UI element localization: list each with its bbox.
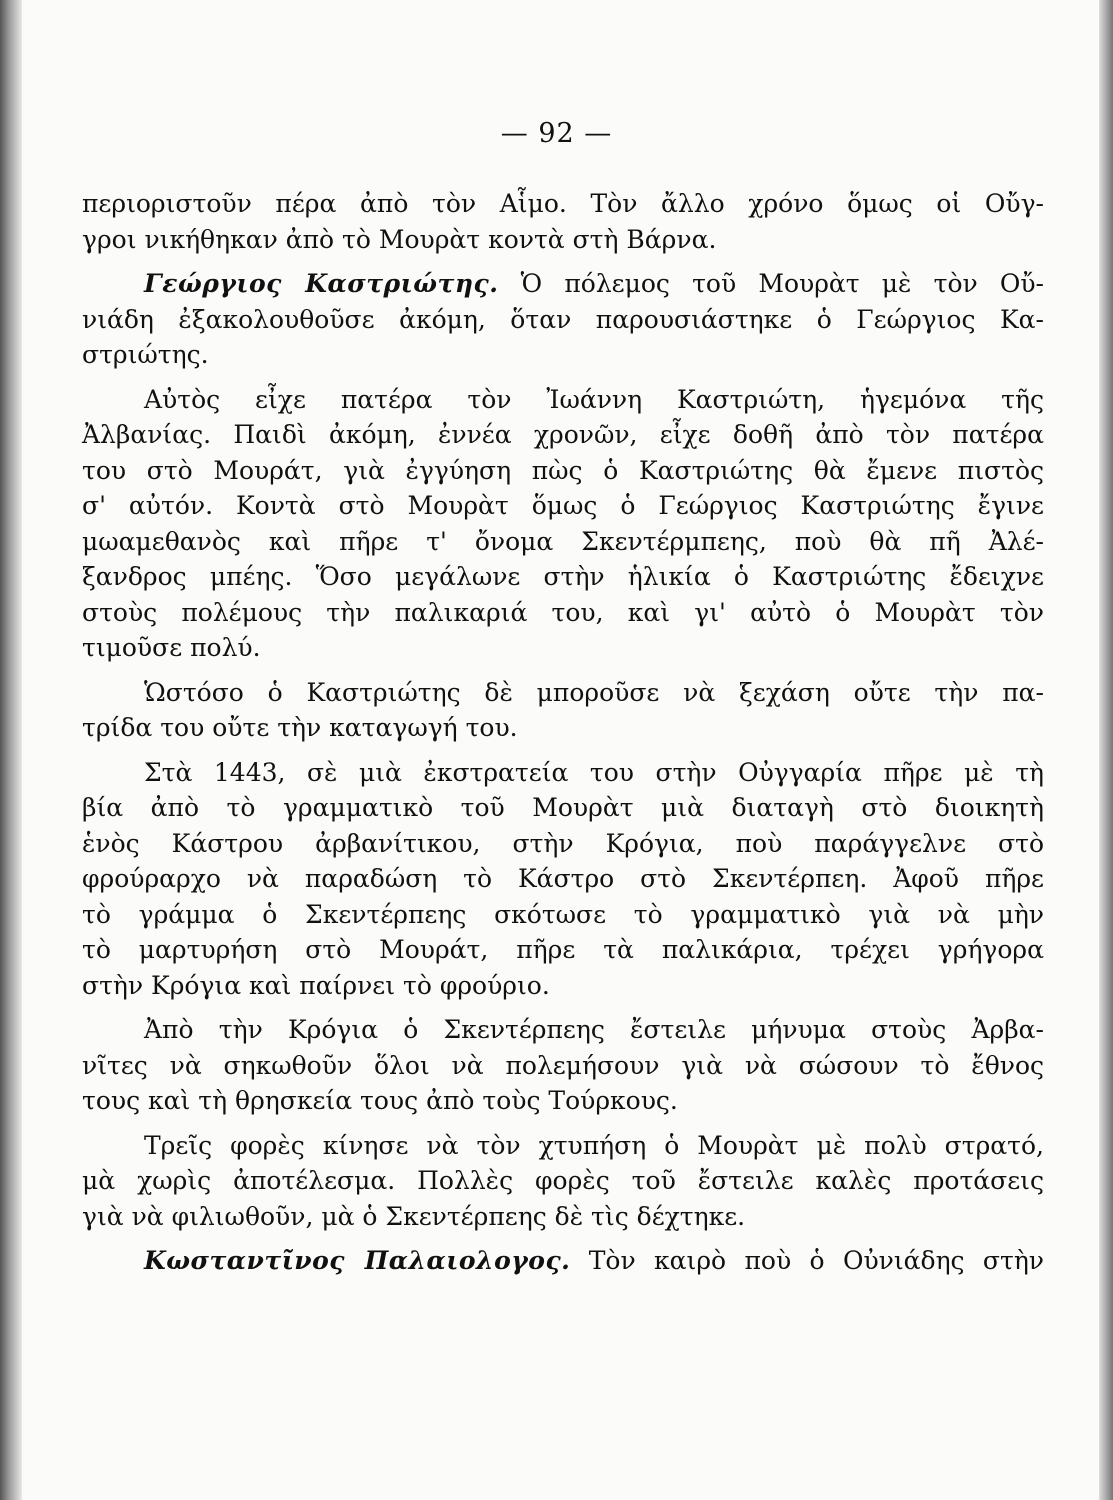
text-line: του στὸ Μουράτ, γιὰ ἐγγύηση πὼς ὁ Καστριώτης θὰ ἔμενε πιστὸς — [82, 455, 1044, 485]
text-line: Ἀλβανίας. Παιδὶ ἀκόμη, ἐννέα χρονῶν, εἶχε δοθῆ ἀπὸ τὸν πατέρα — [82, 420, 1044, 449]
page-number: — 92 — — [500, 118, 613, 149]
text-line: τρίδα του οὔτε τὴν καταγωγή του. — [82, 713, 518, 742]
section-heading-georgios-kastriotis: Γεώργιος Καστριώτης. — [144, 269, 499, 298]
text-line: γιὰ νὰ φιλιωθοῦν, μὰ ὁ Σκεντέρπεης δὲ τὶς δέχτηκε. — [82, 1201, 746, 1231]
body-text — [82, 186, 1044, 1288]
text-line: σ' αὐτόν. Κοντὰ στὸ Μουρὰτ ὅμως ὁ Γεώργιος Καστριώτης ἔγινε — [82, 491, 1044, 520]
paragraph-6 — [82, 1012, 1044, 1119]
text-line: ξανδρος μπέης. Ὅσο μεγάλωνε στὴν ἡλικία ὁ Καστριώτης ἔδειχνε — [82, 562, 1044, 591]
text-line: βία ἀπὸ τὸ γραμματικὸ τοῦ Μουρὰτ μιὰ διαταγὴ στὸ διοικητὴ — [82, 793, 1044, 822]
text-line: τὸ μαρτυρήση στὸ Μουράτ, πῆρε τὰ παλικάρια, τρέχει γρήγορα — [82, 935, 1044, 964]
text-line: νῖτες νὰ σηκωθοῦν ὅλοι νὰ πολεμήσουν γιὰ νὰ σώσουν τὸ ἔθνος — [82, 1050, 1044, 1080]
text-line: στριώτης. — [82, 340, 209, 369]
text-line: Ἀπὸ τὴν Κρόγια ὁ Σκεντέρπεης ἔστειλε μήνυμα στοὺς Ἀρβα- — [144, 1015, 1044, 1044]
text-line: περιοριστοῦν πέρα ἀπὸ τὸν Αἷμο. Τὸν ἄλλο χρόνο ὅμως οἱ Οὔγ- — [82, 189, 1044, 218]
paragraph-4 — [82, 675, 1044, 746]
text-line: στὴν Κρόγια καὶ παίρνει τὸ φρούριο. — [82, 970, 550, 1000]
section-heading-konstantinos-palaiologos: Κωσταντῖνος Παλαιολογος. — [144, 1246, 571, 1275]
text-line: Ὡστόσο ὁ Καστριώτης δὲ μποροῦσε νὰ ξεχάση οὔτε τὴν πα- — [144, 677, 1044, 707]
text-line: στοὺς πολέμους τὴν παλικαριά του, καὶ γι' αὐτὸ ὁ Μουρὰτ τὸν — [82, 597, 1044, 627]
paragraph-konstantinos — [82, 1243, 1044, 1279]
text-line: τὸ γράμμα ὁ Σκεντέρπεης σκότωσε τὸ γραμματικὸ γιὰ νὰ μὴν — [82, 899, 1044, 929]
paragraph-7 — [82, 1128, 1044, 1235]
paragraph-georgios — [82, 266, 1044, 373]
text-line: ἑνὸς Κάστρου ἀρβανίτικου, στὴν Κρόγια, ποὺ παράγγελνε στὸ — [82, 828, 1044, 858]
paragraph-5 — [82, 755, 1044, 1004]
text-line — [82, 1243, 1044, 1279]
text-line: Τρεῖς φορὲς κίνησε νὰ τὸν χτυπήση ὁ Μουρὰτ μὲ πολὺ στρατό, — [144, 1130, 1044, 1160]
paragraph-1 — [82, 186, 1044, 257]
text-line — [82, 266, 1044, 302]
text-line: μωαμεθανὸς καὶ πῆρε τ' ὄνομα Σκεντέρμπεης, ποὺ θὰ πῆ Ἀλέ- — [82, 526, 1044, 556]
text-line: Στὰ 1443, σὲ μιὰ ἐκστρατεία του στὴν Οὐγγαρία πῆρε μὲ τὴ — [144, 757, 1044, 787]
paragraph-3 — [82, 382, 1044, 666]
text-fragment: Ὁ πόλεμος τοῦ Μουρὰτ μὲ τὸν Οὔ- — [520, 269, 1045, 298]
text-line: τους καὶ τὴ θρησκεία τους ἀπὸ τοὺς Τούρκους. — [82, 1086, 678, 1115]
text-line: μὰ χωρὶς ἀποτέλεσμα. Πολλὲς φορὲς τοῦ ἔστειλε καλὲς προτάσεις — [82, 1166, 1044, 1195]
text-fragment: Τὸν καιρὸ ποὺ ὁ Οὐνιάδης στὴν — [588, 1246, 1044, 1275]
page-binding-shadow — [0, 0, 22, 1500]
text-line: φρούραρχο νὰ παραδώση τὸ Κάστρο στὸ Σκεντέρπεη. Ἀφοῦ πῆρε — [82, 864, 1044, 893]
page-edge-shadow — [1099, 0, 1113, 1500]
text-line: νιάδη ἐξακολουθοῦσε ἀκόμη, ὅταν παρουσιάστηκε ὁ Γεώργιος Κα- — [82, 304, 1044, 334]
text-line: τιμοῦσε πολύ. — [82, 633, 261, 662]
text-line: Αὐτὸς εἶχε πατέρα τὸν Ἰωάννη Καστριώτη, ἡγεμόνα τῆς — [144, 384, 1044, 414]
text-line: γροι νικήθηκαν ἀπὸ τὸ Μουρὰτ κοντὰ στὴ Βάρνα. — [82, 224, 717, 254]
